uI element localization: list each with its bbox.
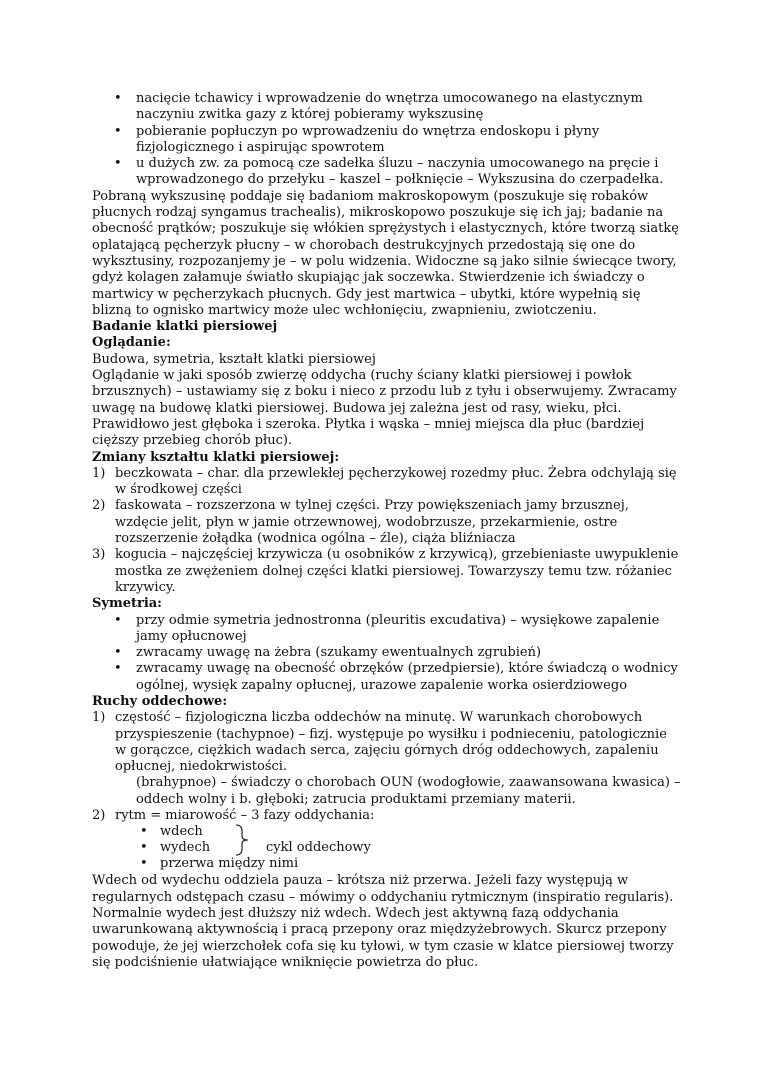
numbered-item bbox=[92, 498, 682, 547]
list-item-text: pobieranie popłuczyn po wprowadzeniu do wnętrza endoskopu i płyny fizjologicznego i aspirując spowrotem bbox=[136, 123, 600, 155]
item-text: faskowata – rozszerzona w tylnej części. Przy powiększeniach jamy brzusznej, wzdęcie jelit, płyn w jamie otrzewnowej, wodobrzusze, przekarmienie, ostre rozszerzenie żołądka (wodnica ogólna – źle), ciąża bliźniacza bbox=[115, 498, 629, 547]
bullet-icon: • bbox=[114, 123, 122, 139]
inspection-subtitle: Budowa, symetria, kształt klatki piersiowej bbox=[92, 351, 376, 367]
heading-inspection: Oglądanie: bbox=[92, 335, 171, 351]
bullet-icon: • bbox=[114, 91, 122, 106]
cycle-label: cykl oddechowy bbox=[266, 840, 371, 856]
paragraph-inspection: Oglądanie w jaki sposób zwierzę oddycha (ruchy ściany klatki piersiowej i powłok brzusznych) – ustawiamy się z boku i nieco z przodu lub z tyłu i obserwujemy. Zwracamy uwagę na budowę klatki piersiowej. Budowa jej zależna jest od rasy, wieku, płci. Prawidłowo jest głęboka i szeroka. Płytka i wąska – mniej miejsca dla płuc (bardziej cięższy przebieg chorób płuc). bbox=[92, 368, 677, 449]
heading-chest-exam: Badanie klatki piersiowej bbox=[92, 319, 278, 335]
item-number: 2) bbox=[92, 498, 106, 514]
phase-label: przerwa między nimi bbox=[160, 856, 299, 872]
heading-shape-changes: Zmiany kształtu klatki piersiowej: bbox=[92, 449, 340, 465]
list-item bbox=[92, 156, 682, 189]
list-item-text: nacięcie tchawicy i wprowadzenie do wnętrza umocowanego na elastycznym naczyniu zwitka gazy z której pobieramy wykszusinę bbox=[136, 91, 643, 123]
list-item bbox=[92, 91, 682, 124]
item-text: kogucia – najczęściej krzywicza (u osobników z krzywicą), grzebieniaste uwypuklenie mostka ze zwężeniem dolnej części klatki piersiowej. Towarzyszy temu tzw. różaniec krzywicy. bbox=[115, 547, 679, 595]
paragraph-rhythm: Wdech od wydechu oddziela pauza – krótsza niż przerwa. Jeżeli fazy występują w regularnych odstępach czasu – mówimy o oddychaniu rytmicznym (inspiratio regularis). Normalnie wydech jest dłuższy niż wdech. Wdech jest aktywną fazą oddychania uwarunkowaną aktywnością i pracą przepony oraz międzyżebrowych. Skurcz przepony powoduje, że jej wierzchołek cofa się ku tyłowi, w tym czasie w klatce piersiowej tworzy się podciśnienie ułatwiające wniknięcie powietrza do płuc. bbox=[92, 873, 674, 970]
bullet-icon: • bbox=[140, 856, 148, 872]
bullet-icon: • bbox=[114, 156, 122, 172]
numbered-item bbox=[92, 466, 682, 499]
bradypnoe-note: (brahypnoe) – świadczy o chorobach OUN (wodogłowie, zaawansowana kwasica) – oddech wolny i b. głęboki; zatrucia produktami przemiany materii. bbox=[136, 775, 681, 807]
list-item-text: przy odmie symetria jednostronna (pleuritis excudativa) – wysiękowe zapalenie jamy opłucnowej bbox=[136, 612, 660, 644]
numbered-item bbox=[92, 808, 682, 824]
heading-breathing: Ruchy oddechowe: bbox=[92, 693, 228, 709]
document-body bbox=[92, 91, 682, 971]
list-item bbox=[140, 856, 299, 872]
list-item bbox=[92, 124, 682, 157]
heading-symmetry: Symetria: bbox=[92, 596, 162, 612]
list-item bbox=[92, 661, 682, 694]
list-item bbox=[140, 824, 203, 840]
item-number: 2) bbox=[92, 808, 106, 824]
bullet-icon: • bbox=[140, 840, 148, 856]
item-number: 1) bbox=[92, 710, 106, 726]
list-item bbox=[92, 645, 682, 661]
item-number: 1) bbox=[92, 465, 106, 481]
item-text: częstość – fizjologiczna liczba oddechów na minutę. W warunkach chorobowych przyspieszenie (tachypnoe) – fizj. występuje po wysiłku i podnieceniu, patologicznie w gorączce, ciężkich wadach serca, zajęciu górnych dróg oddechowych, zapaleniu opłucnej, niedokrwistości. bbox=[115, 710, 667, 775]
breathing-phases bbox=[92, 824, 682, 873]
paragraph-sputum: Pobraną wykszusinę poddaje się badaniom makroskopowym (poszukuje się robaków płucnych rodzaj syngamus trachealis), mikroskopowo poszukuje się ich jaj; badanie na obecność prątków; poszukuje się włókien sprężystych i elastycznych, które tworzą siatkę oplatającą pęcherzyk płucny – w chorobach destrukcyjnych przedostają się one do wyksztusiny, rozpozanjemy je – w polu widzenia. Widoczne są jako silnie świecące twory, gdyż kolagen załamuje światło skupiając jak soczewka. Stwierdzenie ich świadczy o martwicy w pęcherzykach płucnych. Gdy jest martwica – ubytki, które wypełnią się blizną to ognisko martwicy może ulec wchłonięciu, zwapnieniu, zwiotczeniu. bbox=[92, 188, 679, 318]
phase-label: wydech bbox=[160, 840, 211, 856]
list-item bbox=[140, 840, 211, 856]
curly-brace-icon bbox=[234, 824, 250, 856]
list-item bbox=[92, 613, 682, 646]
item-text: beczkowata – char. dla przewlekłej pęcherzykowej rozedmy płuc. Żebra odchylają się w środkowej części bbox=[115, 465, 677, 498]
list-item-text: u dużych zw. za pomocą cze sadełka śluzu – naczynia umocowanego na pręcie i wprowadzonego do przełyku – kaszel – połknięcie – Wykszusina do czerpadełka. bbox=[136, 156, 664, 188]
list-item-text: zwracamy uwagę na obecność obrzęków (przedpiersie), które świadczą o wodnicy ogólnej, wysięk zapalny opłucnej, urazowe zapalenie worka osierdziowego bbox=[136, 661, 678, 693]
bullet-icon: • bbox=[140, 824, 148, 840]
bullet-icon: • bbox=[114, 612, 122, 628]
numbered-item bbox=[92, 710, 682, 775]
list-item-text: zwracamy uwagę na żebra (szukamy ewentualnych zgrubień) bbox=[136, 645, 542, 661]
phase-label: wdech bbox=[160, 824, 203, 840]
item-number: 3) bbox=[92, 547, 106, 563]
item-text: rytm = miarowość – 3 fazy oddychania: bbox=[115, 808, 375, 824]
bullet-icon: • bbox=[114, 661, 122, 677]
numbered-item bbox=[92, 547, 682, 596]
bullet-icon: • bbox=[114, 645, 122, 661]
